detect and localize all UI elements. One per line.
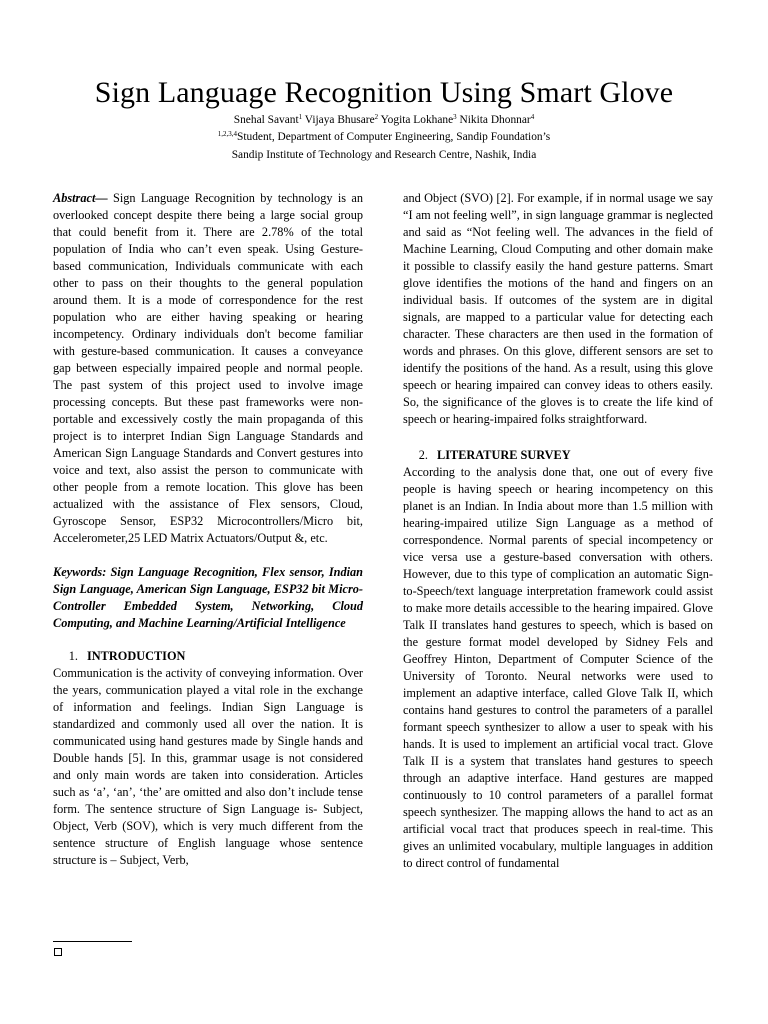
right-column — [403, 190, 713, 872]
author-mark: 2 — [374, 113, 379, 121]
affiliation-line-2: Sandip Institute of Technology and Research Centre, Nashik, India — [231, 149, 537, 161]
author-name: Yogita Lokhane — [380, 114, 454, 126]
abstract-label: Abstract— — [53, 191, 108, 205]
paper-title: Sign Language Recognition Using Smart Glove — [94, 76, 674, 109]
literature-paragraph: According to the analysis done that, one out of every five people is having speech or hearing incompetency on this planet is an Indian. In India about more than 1.5 million with hearing-impaired utilize Sign Language as a method of correspondence. Normal parents of special incompetency or vice versa use a gesture-based conversation with others. However, due to this type of complication an automatic Sign-to-Speech/text language interpretation framework could assist to make more details accessible to the hearing impaired. Glove Talk II translates hand gestures to speech, which is based on the gesture format model developed by Sidney Fels and Geoffrey Hinton, Department of Computer Science of the University of Toronto. Neural networks were used to implement an adaptive interface, called Glove Talk II, which contains hand gestures to control the parameters of a parallel formant speech synthesizer to allow a user to speak with his hands. It is used to implement an artificial vocal tract. Glove Talk II is a system that translates hand gestures to speech through an adaptive interface. Hand gestures are mapped continuously to 10 control parameters of a parallel format speech synthesizer. The mapping allows the hand to act as an artificial vocal tract that produces speech in real-time. This gives an unlimited vocabulary, multiple languages in addition to direct control of fundamental — [403, 465, 713, 870]
introduction-paragraph: Communication is the activity of conveying information. Over the years, communication played a vital role in the exchange of information and feelings. Indian Sign Language is standardized and commonly used all over the nation. It is communicated using hand gestures made by Single hands and Double hands [5]. In this, grammar usage is not considered and only main words are taken into consideration. Articles such as ‘a’, ‘an’, ‘the’ are omitted and also don’t include tense form. The sentence structure of Sign Language is- Subject, Object, Verb (SOV), which is very much different from the sentence structure of English language whose sentence structure is – Subject, Verb, — [53, 666, 363, 867]
section-title: INTRODUCTION — [87, 649, 186, 663]
affiliation-mark: 1,2,3,4 — [217, 130, 238, 138]
author-name: Vijaya Bhusare — [304, 114, 375, 126]
section-number: 1. — [68, 649, 78, 663]
section-heading-literature-survey — [403, 447, 713, 464]
footnote-rule — [53, 941, 132, 942]
abstract-text: Sign Language Recognition by technology is an overlooked concept despite there being a large social group that could benefit from it. There are 2.78% of the total population of India who can’t even speak. Using Gesture-based communication, Individuals communicate with each other to pass on their thoughts to the general population around them. It is a mode of correspondence for the rest population who are either having speaking or hearing incompetency. Ordinary individuals don't become familiar with gesture-based communication. It causes a conveyance gap between especially impaired people and normal people. The past system of this project used to involve image processing concepts. But these past frameworks were non-portable and excessively costly the main propaganda of this project is to interpret Indian Sign Language Standards and American Sign Language Standards and Convert gestures into voice and text, also assist the person to communicate with other people from a remote location. This glove has been actualized with the assistance of Flex sensors, Cloud, Gyroscope Sensor, ESP32 Microcontrollers/Micro bit, Accelerometer,25 LED Matrix Actuators/Output &, etc. — [53, 191, 363, 545]
introduction-continued-paragraph: and Object (SVO) [2]. For example, if in normal usage we say “I am not feeling well”, in sign language grammar is neglected and said as “Not feeling well. The advances in the field of Machine Learning, Cloud Computing and other domain make it possible to classify easily the hand gesture patterns. Smart glove identifies the motions of the hand and fingers on an individual basis. If outcomes of the system are in digital signals, are mapped to a particular value for detecting each character. These characters are then used in the formation of words and phrases. On this glove, different sensors are set to identify the positions of the hand. As a result, using this glove speech or hearing impaired can convey ideas to others easily. So, the significance of the gloves is to create the life kind of speech or hearing-impaired folks straightforward. — [403, 191, 713, 426]
footnote-box-icon — [54, 948, 62, 956]
keywords-paragraph: Keywords: Sign Language Recognition, Flex sensor, Indian Sign Language, American Sign Language, ESP32 bit Micro-Controller Embedded System, Networking, Cloud Computing, and Machine Learning/Artificial Intelligence — [53, 565, 363, 630]
author-name: Nikita Dhonnar — [459, 114, 531, 126]
section-number: 2. — [418, 448, 428, 462]
author-name: Snehal Savant — [233, 114, 299, 126]
section-heading-introduction — [53, 648, 363, 665]
author-mark: 1 — [298, 113, 303, 121]
affiliation-text: Student, Department of Computer Engineering, Sandip Foundation’s — [237, 131, 551, 143]
author-list — [0, 113, 768, 128]
spacer — [53, 547, 363, 564]
author-mark: 4 — [530, 113, 535, 121]
left-column — [53, 190, 363, 869]
section-title: LITERATURE SURVEY — [437, 448, 571, 462]
abstract-paragraph — [53, 190, 363, 547]
author-mark: 3 — [453, 113, 457, 121]
affiliation-line-1 — [0, 130, 768, 145]
